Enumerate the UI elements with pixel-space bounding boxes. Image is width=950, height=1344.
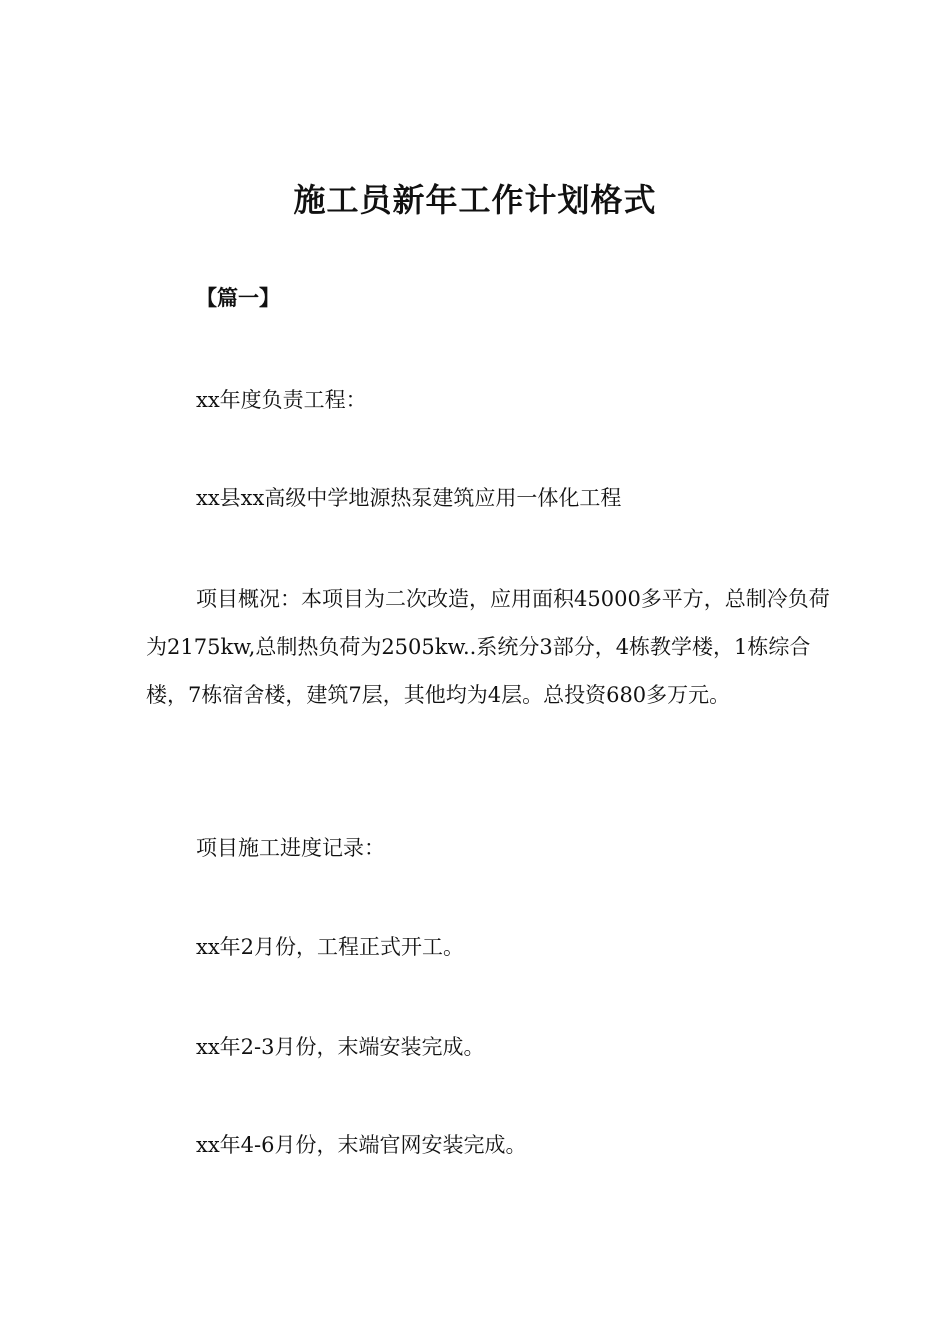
paragraph-year-projects-heading: xx年度负责工程： <box>196 388 367 412</box>
paragraph-progress-item: xx年4-6月份，末端官网安装完成。 <box>196 1133 527 1157</box>
paragraph-progress-item: xx年2月份，工程正式开工。 <box>196 935 465 959</box>
document-title: 施工员新年工作计划格式 <box>293 181 657 219</box>
paragraph-progress-item: xx年2-3月份，末端安装完成。 <box>196 1035 485 1059</box>
paragraph-project-name: xx县xx高级中学地源热泵建筑应用一体化工程 <box>196 486 622 510</box>
section-heading: 【篇一】 <box>196 286 280 310</box>
paragraph-project-overview: 项目概况：本项目为二次改造，应用面积45000多平方，总制冷负荷为2175kw,总制热负荷为2505kw..系统分3部分，4栋教学楼，1栋综合楼，7栋宿舍楼，建筑7层，其他均为4层。总投资680多万元。 <box>146 587 830 707</box>
paragraph-progress-heading: 项目施工进度记录： <box>196 836 385 860</box>
